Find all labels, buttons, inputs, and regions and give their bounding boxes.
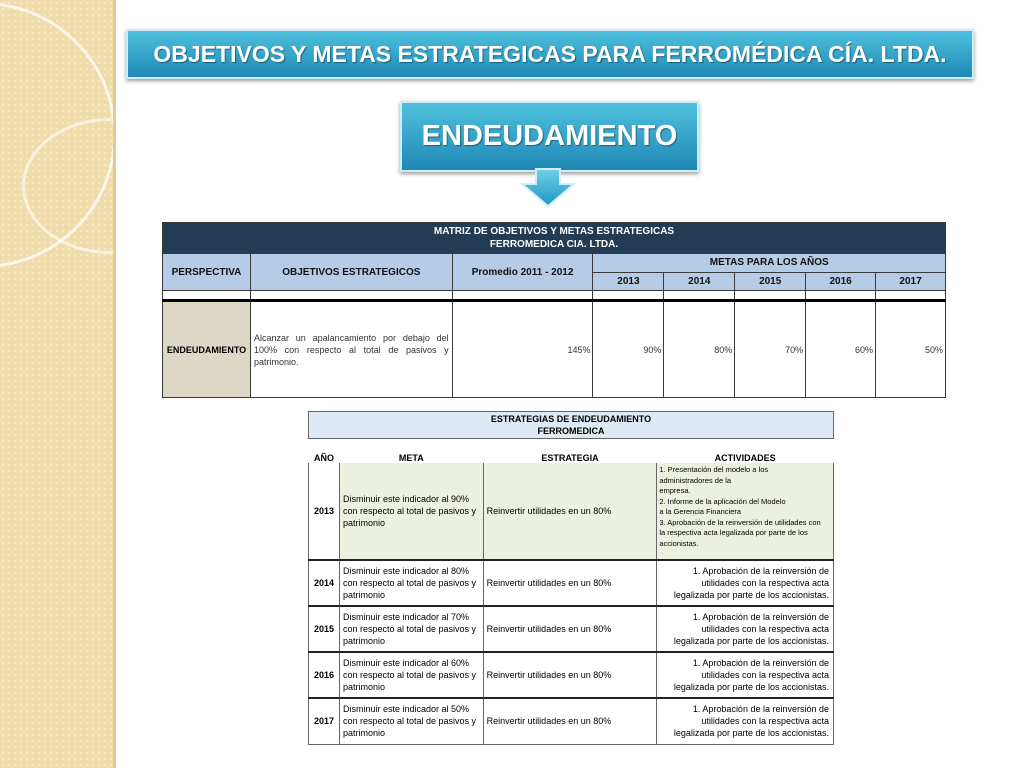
estrategia-cell: Reinvertir utilidades en un 80% bbox=[483, 652, 657, 698]
actividad-line: accionistas. bbox=[659, 538, 699, 548]
col-ano: AÑO bbox=[309, 439, 340, 464]
actividad-line: legalizada por parte de los accionistas. bbox=[673, 636, 829, 646]
estrategia-cell: Reinvertir utilidades en un 80% bbox=[483, 463, 657, 560]
sidebar-edge bbox=[113, 0, 116, 768]
actividad-line: legalizada por parte de los accionistas. bbox=[673, 682, 829, 692]
actividad-line: utilidades con la respectiva acta bbox=[701, 670, 829, 680]
strategies-header bbox=[309, 412, 834, 439]
actividades-cell bbox=[657, 463, 834, 560]
meta-2017-cell: 50% bbox=[876, 301, 946, 398]
year-cell: 2017 bbox=[309, 698, 340, 744]
table-row bbox=[309, 560, 834, 606]
actividad-line: la respectiva acta legalizada por parte de los bbox=[659, 528, 808, 537]
table-row bbox=[309, 652, 834, 698]
promedio-cell: 145% bbox=[452, 301, 593, 398]
objetivo-cell: Alcanzar un apalancamiento por debajo del 100% con respecto al total de pasivos y patrimonio. bbox=[250, 301, 452, 398]
table-row bbox=[309, 463, 834, 560]
estrategia-cell: Reinvertir utilidades en un 80% bbox=[483, 606, 657, 652]
section-title: ENDEUDAMIENTO bbox=[400, 101, 699, 172]
meta-cell: Disminuir este indicador al 50% con respecto al total de pasivos y patrimonio bbox=[339, 698, 483, 744]
actividad-line: 3. Aprobación de la reinversión de utilidades con bbox=[659, 517, 821, 527]
strategies-title-1: ESTRATEGIAS DE ENDEUDAMIENTO bbox=[490, 414, 652, 424]
col-estrategia: ESTRATEGIA bbox=[483, 439, 657, 464]
actividad-line: 1. Aprobación de la reinversión de bbox=[692, 566, 829, 576]
down-arrow-icon bbox=[520, 168, 576, 208]
actividades-cell bbox=[657, 606, 834, 652]
meta-2015-cell: 70% bbox=[735, 301, 806, 398]
meta-cell: Disminuir este indicador al 60% con respecto al total de pasivos y patrimonio bbox=[339, 652, 483, 698]
page-title: OBJETIVOS Y METAS ESTRATEGICAS PARA FERROMÉDICA CÍA. LTDA. bbox=[126, 29, 974, 79]
actividad-line: legalizada por parte de los accionistas. bbox=[673, 728, 829, 739]
actividad-line: utilidades con la respectiva acta bbox=[701, 624, 829, 634]
actividad-line: a la Gerencia Financiera bbox=[659, 507, 742, 516]
estrategia-cell: Reinvertir utilidades en un 80% bbox=[483, 560, 657, 606]
year-2017: 2017 bbox=[876, 272, 946, 291]
actividad-line: legalizada por parte de los accionistas. bbox=[673, 590, 829, 600]
matrix-title-2: FERROMEDICA CIA. LTDA. bbox=[489, 239, 619, 250]
year-2013: 2013 bbox=[593, 272, 664, 291]
actividad-line: 1. Aprobación de la reinversión de bbox=[692, 658, 829, 668]
objectives-matrix-table bbox=[162, 222, 946, 398]
year-2014: 2014 bbox=[664, 272, 735, 291]
year-cell: 2014 bbox=[309, 560, 340, 606]
strategies-title-2: FERROMEDICA bbox=[537, 426, 605, 436]
meta-2013-cell: 90% bbox=[593, 301, 664, 398]
matrix-header bbox=[163, 223, 946, 254]
actividades-cell bbox=[657, 698, 834, 744]
year-2015: 2015 bbox=[735, 272, 806, 291]
actividad-line: 1. Aprobación de la reinversión de bbox=[692, 704, 829, 715]
col-actividades: ACTIVIDADES bbox=[657, 439, 834, 464]
actividad-line: 1. Presentación del modelo a los bbox=[659, 465, 769, 474]
year-cell: 2016 bbox=[309, 652, 340, 698]
col-promedio: Promedio 2011 - 2012 bbox=[452, 254, 593, 291]
meta-2014-cell: 80% bbox=[664, 301, 735, 398]
meta-cell: Disminuir este indicador al 90% con respecto al total de pasivos y patrimonio bbox=[339, 463, 483, 560]
col-objetivos: OBJETIVOS ESTRATEGICOS bbox=[250, 254, 452, 291]
table-row bbox=[309, 698, 834, 744]
actividad-line: 1. Aprobación de la reinversión de bbox=[692, 612, 829, 622]
matrix-title-1: MATRIZ DE OBJETIVOS Y METAS ESTRATEGICAS bbox=[433, 226, 675, 237]
decorative-sidebar bbox=[0, 0, 113, 768]
actividad-line: utilidades con la respectiva acta bbox=[701, 578, 829, 588]
meta-cell: Disminuir este indicador al 70% con respecto al total de pasivos y patrimonio bbox=[339, 606, 483, 652]
year-cell: 2013 bbox=[309, 463, 340, 560]
strategies-table bbox=[308, 411, 834, 745]
actividad-line: 2. Informe de la aplicación del Modelo bbox=[659, 496, 786, 506]
matrix-row bbox=[163, 301, 946, 398]
perspectiva-cell: ENDEUDAMIENTO bbox=[163, 301, 251, 398]
estrategia-cell: Reinvertir utilidades en un 80% bbox=[483, 698, 657, 744]
actividad-line: utilidades con la respectiva acta bbox=[701, 716, 829, 727]
year-2016: 2016 bbox=[806, 272, 876, 291]
col-meta: META bbox=[339, 439, 483, 464]
meta-cell: Disminuir este indicador al 80% con respecto al total de pasivos y patrimonio bbox=[339, 560, 483, 606]
actividad-line: administradores de la bbox=[659, 475, 732, 485]
col-metas: METAS PARA LOS AÑOS bbox=[593, 254, 946, 273]
actividad-line: empresa. bbox=[659, 486, 691, 495]
meta-2016-cell: 60% bbox=[806, 301, 876, 398]
actividades-cell bbox=[657, 560, 834, 606]
year-cell: 2015 bbox=[309, 606, 340, 652]
table-row bbox=[309, 606, 834, 652]
col-perspectiva: PERSPECTIVA bbox=[163, 254, 251, 291]
actividades-cell bbox=[657, 652, 834, 698]
